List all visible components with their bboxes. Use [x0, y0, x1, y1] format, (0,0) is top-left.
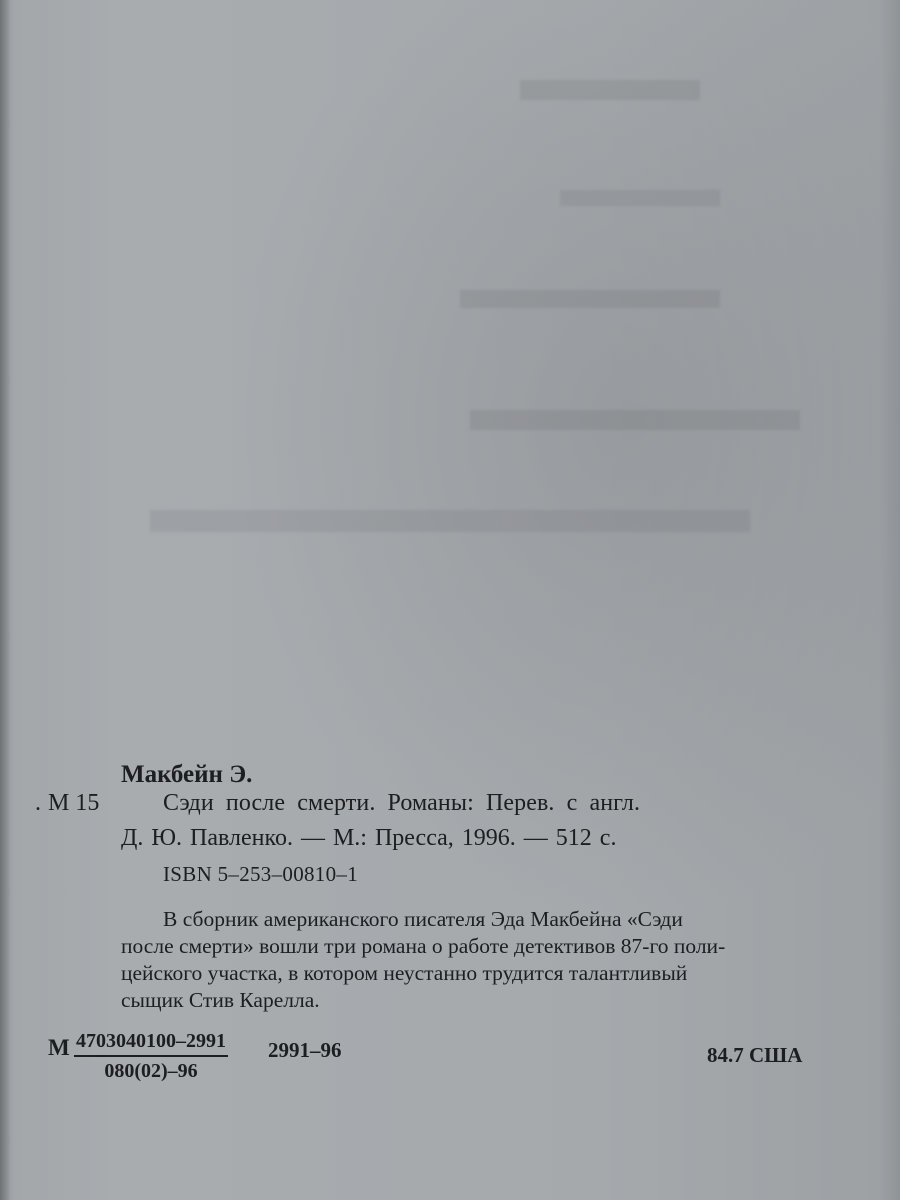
- annotation-line-4: сыщик Стив Карелла.: [121, 988, 320, 1012]
- index-prefix: .: [35, 790, 41, 816]
- show-through-shadow: [560, 190, 720, 206]
- show-through-shadow: [460, 290, 720, 308]
- code-right: 2991–96: [268, 1038, 342, 1062]
- isbn: ISBN 5–253–00810–1: [163, 862, 358, 886]
- code-denominator: 080(02)–96: [104, 1060, 198, 1082]
- code-fraction: [74, 1030, 228, 1083]
- code-numerator: 4703040100–2991: [74, 1030, 228, 1057]
- annotation-line-2: после смерти» вошли три романа о работе детективов 87-го поли-: [121, 934, 726, 958]
- show-through-shadow: [520, 80, 700, 100]
- bbk-code: 84.7 США: [707, 1043, 803, 1067]
- annotation-line-1: В сборник американского писателя Эда Макбейна «Сэди: [163, 907, 683, 931]
- bibliographic-line-1: Сэди после смерти. Романы: Перев. с англ.: [163, 790, 641, 816]
- catalog-index: [35, 790, 100, 816]
- code-letter: М: [48, 1035, 70, 1060]
- page-spine-edge: [0, 0, 10, 1200]
- annotation-line-3: цейского участка, в котором неустанно трудится талантливый: [121, 961, 688, 985]
- annotation: [121, 906, 813, 1014]
- index-code: М 15: [48, 790, 100, 816]
- show-through-shadow: [150, 510, 750, 532]
- bibliographic-line-2: Д. Ю. Павленко. — М.: Пресса, 1996. — 512 с.: [121, 825, 617, 851]
- author-name: Макбейн Э.: [121, 761, 253, 788]
- show-through-shadow: [470, 410, 800, 430]
